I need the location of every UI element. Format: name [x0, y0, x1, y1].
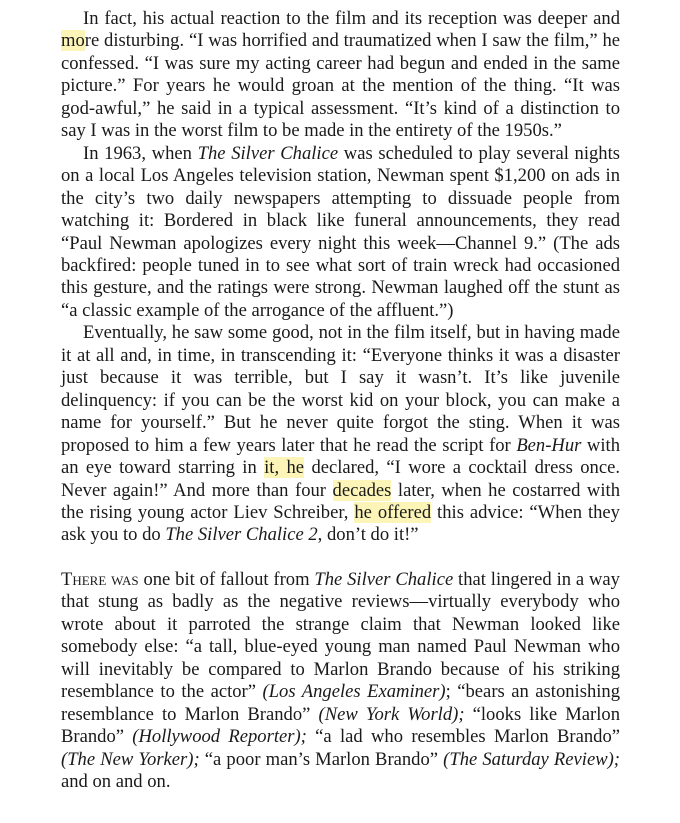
- italic-title: (The New Yorker);: [61, 748, 200, 770]
- text-run: later, when he costarred with the rising young actor Liev Schreiber,: [61, 479, 620, 523]
- italic-title: The Silver Chalice 2: [165, 524, 318, 546]
- italic-title: The Silver Chalice: [314, 568, 454, 590]
- text-run: with an eye toward starring in: [61, 434, 620, 479]
- text-run: Eventually, he saw some good, not in the film itself, but in having made it at all and, in time, in transcending it: “Everyone thinks it was a disaster just because it was terrible, but I say it wasn’t. It’s like juvenile delinquency: if you can be the worst kid on your block, you can make a name for yourself.” But he never quite forgot the sting. When it was proposed to him a few years later that he read the script for: [61, 322, 620, 456]
- text-run: “a lad who resembles Marlon Brando”: [306, 726, 620, 748]
- book-page: [61, 8, 620, 793]
- text-run: There was: [61, 568, 139, 590]
- italic-title: (Hollywood Reporter);: [132, 726, 307, 748]
- text-run: and on and on.: [61, 770, 171, 792]
- text-run: this advice: “When they ask you to do: [61, 501, 620, 546]
- text-run: was scheduled to play several nights on a local Los Angeles television station, Newman spent $1,200 on ads in the city’s two daily newspapers attempting to dissuade people from watching it: Bordered in black like funeral announcements, they read “Paul Newman apologizes every night this week—Channel 9.” (The ads backfired: people tuned in to see what sort of train wreck had occasioned this gesture, and the ratings were strong. Newman laughed off the stunt as “a classic example of the arrogance of the affluent.”): [61, 142, 620, 321]
- italic-title: Ben-Hur: [516, 434, 582, 456]
- italic-title: The Silver Chalice: [197, 142, 339, 164]
- text-run: “looks like Marlon Brando”: [61, 703, 620, 748]
- paragraph-4: [61, 569, 620, 794]
- highlighted-text[interactable]: decades: [332, 479, 392, 501]
- text-run: In fact, his actual reaction to the film and its reception was deeper and: [83, 8, 620, 29]
- text-run: “a poor man’s Marlon Brando”: [199, 748, 444, 770]
- text-run: that lingered in a way that stung as badly as the negative reviews—virtually everybody who wrote about it parroted the strange claim that Newman looked like somebody else: “a tall, blue-eyed young man named Paul Newman who will inevitably be compared to Marlon Brando because of his striking resemblance to the actor”: [61, 568, 620, 703]
- section-break: [61, 547, 620, 569]
- text-run: re disturbing. “I was horrified and traumatized when I saw the film,” he confessed. “I was sure my acting career had begun and ended in the same picture.” For years he would groan at the mention of the thing. “It was god-awful,” he said in a typical assessment. “It’s kind of a distinction to say I was in the worst film to be made in the entirety of the 1950s.”: [61, 30, 620, 142]
- text-run: In 1963, when: [83, 142, 198, 164]
- paragraph-3: [61, 322, 620, 547]
- text-run: one bit of fallout from: [138, 568, 315, 590]
- italic-title: (Los Angeles Examiner): [262, 681, 446, 703]
- highlighted-text[interactable]: mo: [61, 30, 85, 52]
- paragraph-2: [61, 143, 620, 323]
- text-run: , don’t do it!”: [317, 524, 419, 546]
- text-run: declared, “I wore a cocktail dress once. Never again!” And more than four: [61, 457, 620, 501]
- italic-title: (New York World);: [318, 703, 465, 725]
- paragraph-1: [61, 8, 620, 143]
- text-run: ; “bears an astonishing resemblance to Marlon Brando”: [61, 681, 620, 725]
- highlighted-text[interactable]: he offered: [354, 501, 432, 523]
- highlighted-text[interactable]: it, he: [264, 457, 305, 479]
- italic-title: (The Saturday Review);: [443, 748, 620, 770]
